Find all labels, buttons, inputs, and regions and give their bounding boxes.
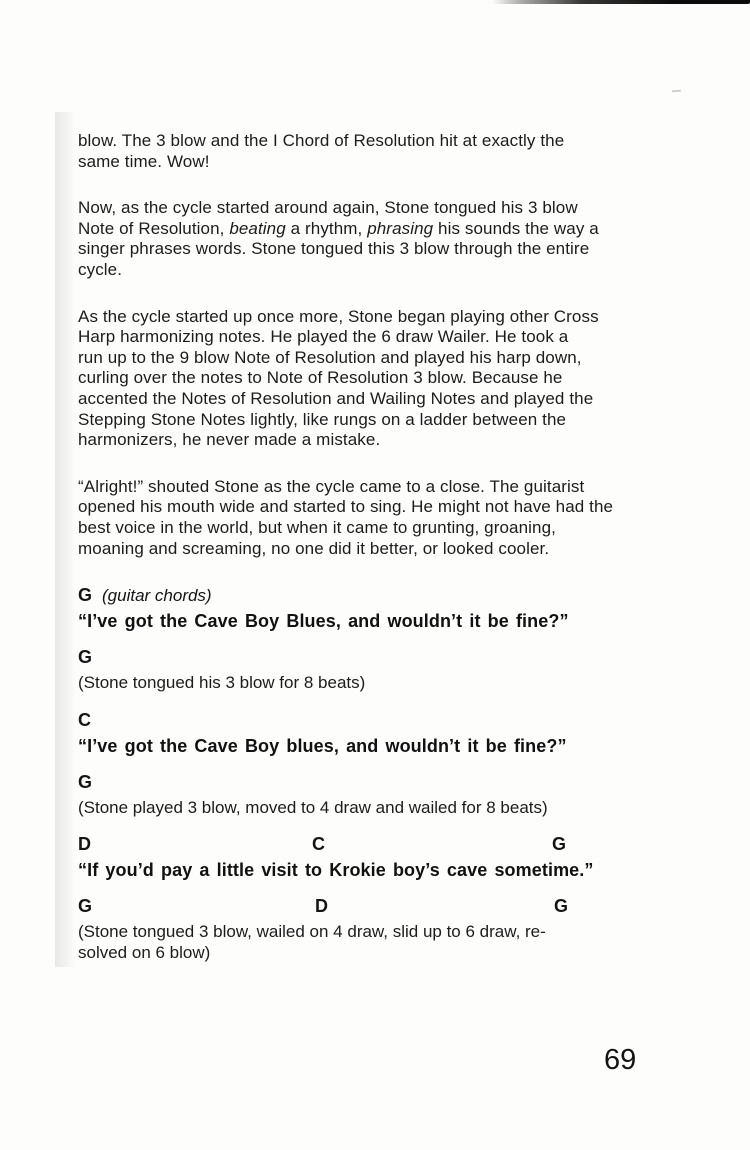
chord-label: G [78, 771, 93, 792]
lyric-line: “If you’d pay a little visit to Krokie boy’s cave sometime.” [78, 860, 594, 881]
chord-label: D [78, 834, 91, 855]
direction-line: solved on 6 blow) [78, 942, 211, 962]
chord-note: (guitar chords) [102, 586, 212, 606]
direction-line: (Stone tongued 3 blow, wailed on 4 draw, slid up to 6 draw, re- [78, 922, 546, 942]
direction-line: (Stone tongued his 3 blow for 8 beats) [78, 673, 366, 693]
chord-label: C [312, 834, 325, 855]
paragraph-line: accented the Notes of Resolution and Wailing Notes and played the [78, 388, 594, 408]
chord-row [78, 647, 646, 668]
scan-gutter-shadow [55, 112, 76, 967]
body-paragraphs [78, 131, 646, 559]
lyric-line: “I’ve got the Cave Boy blues, and wouldn’t it be fine?” [78, 735, 567, 756]
paragraph [78, 198, 646, 280]
paragraph-line: blow. The 3 blow and the I Chord of Resolution hit at exactly the [78, 131, 565, 150]
paragraph-line: moaning and screaming, no one did it better, or looked cooler. [78, 538, 550, 558]
paragraph-line: best voice in the world, but when it came to grunting, groaning, [78, 517, 556, 537]
paragraph-line: Stepping Stone Notes lightly, like rungs on a ladder between the [78, 409, 567, 429]
chord-label: C [78, 709, 91, 730]
paragraph-line: cycle. [78, 259, 123, 279]
paragraph [78, 477, 646, 559]
paragraph-line: “Alright!” shouted Stone as the cycle came to a close. The guitarist [78, 476, 585, 496]
paragraph-line: Now, as the cycle started around again, Stone tongued his 3 blow [78, 198, 578, 218]
paragraph [78, 131, 646, 172]
paragraph [78, 307, 646, 451]
chord-label: G [552, 834, 567, 855]
chord-row [78, 834, 646, 855]
chord-label: G [78, 585, 93, 606]
song-verse [78, 710, 646, 819]
scan-edge-artifact [492, 0, 750, 4]
page-text [78, 131, 646, 979]
chord-label: D [315, 896, 328, 917]
paragraph-line: harmonizers, he never made a mistake. [78, 430, 381, 450]
song-verse [78, 834, 646, 963]
paragraph-line: Harp harmonizing notes. He played the 6 draw Wailer. He took a [78, 327, 569, 347]
chord-row [78, 710, 646, 731]
chord-label: G [78, 647, 93, 668]
lyric-line: “I’ve got the Cave Boy Blues, and wouldn’t it be fine?” [78, 611, 569, 632]
paragraph-line: singer phrases words. Stone tongued this 3 blow through the entire [78, 239, 590, 259]
chord-label: G [78, 896, 93, 917]
paragraph-line: curling over the notes to Note of Resolution 3 blow. Because he [78, 368, 563, 388]
song-verse [78, 585, 646, 694]
chord-label: G [554, 896, 569, 917]
scan-speck-artifact [672, 90, 681, 93]
paragraph-line: As the cycle started up once more, Stone began playing other Cross [78, 306, 599, 326]
chord-row [78, 585, 646, 606]
direction-line: (Stone played 3 blow, moved to 4 draw and wailed for 8 beats) [78, 797, 548, 817]
paragraph-line: opened his mouth wide and started to sing. He might not have had the [78, 497, 614, 517]
paragraph-line: Note of Resolution, beating a rhythm, phrasing his sounds the way a [78, 218, 599, 238]
paragraph-line: run up to the 9 blow Note of Resolution and played his harp down, [78, 347, 582, 367]
page-number: 69 [604, 1044, 637, 1076]
song-section [78, 585, 646, 963]
chord-row [78, 896, 646, 917]
chord-row [78, 772, 646, 793]
paragraph-line: same time. Wow! [78, 151, 210, 171]
